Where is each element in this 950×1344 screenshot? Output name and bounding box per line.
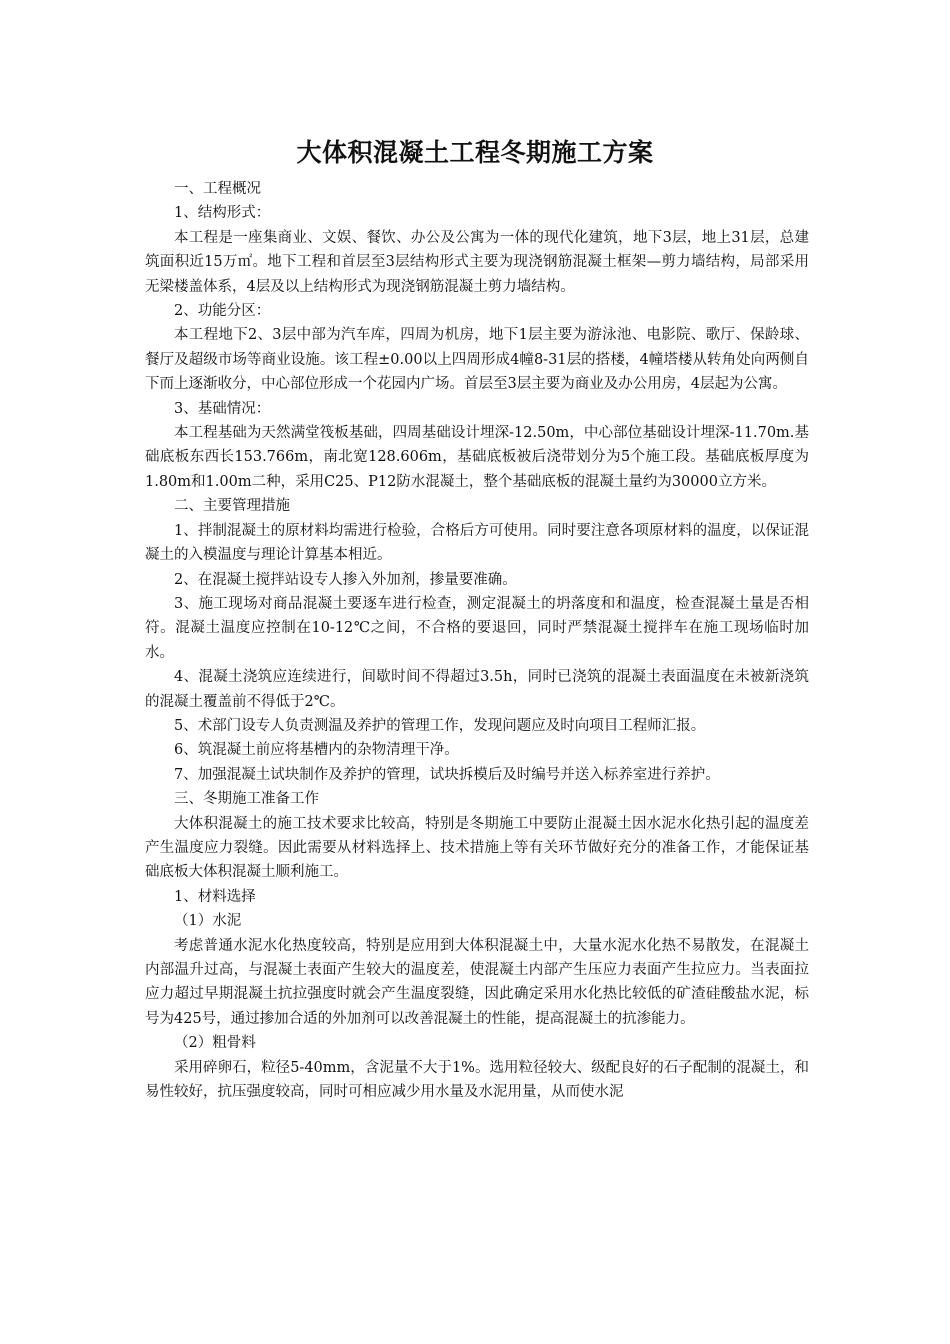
section-heading: 三、冬期施工准备工作	[174, 791, 319, 808]
paragraph: 大体积混凝土的施工技术要求比较高，特别是冬期施工中要防止混凝土因水泥水化热引起的温度差产生温度应力裂缝。因此需要从材料选择上、技术措施上等有关环节做好充分的准备工作，才能保证基础底板大体积混凝土顺利施工。	[145, 815, 809, 881]
paragraph: 1、拌制混凝土的原材料均需进行检验，合格后方可使用。同时要注意各项原材料的温度，以保证混凝土的入模温度与理论计算基本相近。	[145, 522, 809, 564]
subsection-heading: 2、功能分区：	[174, 303, 271, 320]
paragraph: 采用碎卵石，粒径5-40mm，含泥量不大于1%。选用粒径较大、级配良好的石子配制的混凝土，和易性较好，抗压强度较高，同时可相应减少用水量及水泥用量，从而使水泥	[145, 1059, 809, 1101]
paragraph: 5、术部门设专人负责测温及养护的管理工作，发现问题应及时向项目工程师汇报。	[174, 717, 706, 734]
paragraph: 2、在混凝土搅拌站设专人掺入外加剂，掺量要准确。	[174, 571, 517, 588]
paragraph: 4、混凝土浇筑应连续进行，间歇时间不得超过3.5h，同时已浇筑的混凝土表面温度在未被新浇筑的混凝土覆盖前不得低于2℃。	[145, 669, 809, 710]
subsection-heading: 1、材料选择	[174, 888, 256, 905]
section-heading: 一、工程概况	[174, 181, 261, 197]
subsection-heading: （2）粗骨料	[174, 1035, 256, 1052]
paragraph: 本工程基础为天然满堂筏板基础，四周基础设计埋深-12.50m，中心部位基础设计埋深-11.70m.基础底板东西长153.766m，南北宽128.606m，基础底板被后浇带划分为5个施工段。基础底板厚度为1.80m和1.00m二种，采用C25、P12防水混凝土，整个基础底板的混凝土量约为30000立方米。	[145, 425, 809, 490]
paragraph: 本工程是一座集商业、文娱、餐饮、办公及公寓为一体的现代化建筑，地下3层，地上31层，总建筑面积近15万㎡。地下工程和首层至3层结构形式主要为现浇钢筋混凝土框架—剪力墙结构，局部采用无梁楼盖体系，4层及以上结构形式为现浇钢筋混凝土剪力墙结构。	[145, 229, 809, 295]
paragraph: 6、筑混凝土前应将基槽内的杂物清理干净。	[174, 742, 459, 759]
subsection-heading: 3、基础情况：	[174, 400, 271, 417]
paragraph: 7、加强混凝土试块制作及养护的管理，试块拆模后及时编号并送入标养室进行养护。	[174, 766, 720, 783]
document-title: 大体积混凝土工程冬期施工方案	[296, 138, 654, 167]
document-body	[145, 177, 809, 1104]
subsection-heading: 1、结构形式：	[174, 205, 271, 222]
paragraph: 考虑普通水泥水化热度较高，特别是应用到大体积混凝土中，大量水泥水化热不易散发，在混凝土内部温升过高，与混凝土表面产生较大的温度差，使混凝土内部产生压应力表面产生拉应力。当表面拉应力超过早期混凝土抗拉强度时就会产生温度裂缝，因此确定采用水化热比较低的矿渣硅酸盐水泥，标号为425号，通过掺加合适的外加剂可以改善混凝土的性能，提高混凝土的抗渗能力。	[145, 937, 809, 1027]
paragraph: 3、施工现场对商品混凝土要逐车进行检查，测定混凝土的坍落度和和温度，检查混凝土量是否相符。混凝土温度应控制在10-12℃之间，不合格的要退回，同时严禁混凝土搅拌车在施工现场临时加水。	[145, 595, 809, 661]
subsection-heading: （1）水泥	[174, 913, 242, 930]
section-heading: 二、主要管理措施	[174, 498, 290, 515]
paragraph: 本工程地下2、3层中部为汽车库，四周为机房，地下1层主要为游泳池、电影院、歌厅、保龄球、餐厅及超级市场等商业设施。该工程±0.00以上四周形成4幢8-31层的搭楼，4幢塔楼从转角处向两侧自下而上逐渐收分，中心部位形成一个花园内广场。首层至3层主要为商业及办公用房，4层起为公寓。	[145, 327, 809, 393]
